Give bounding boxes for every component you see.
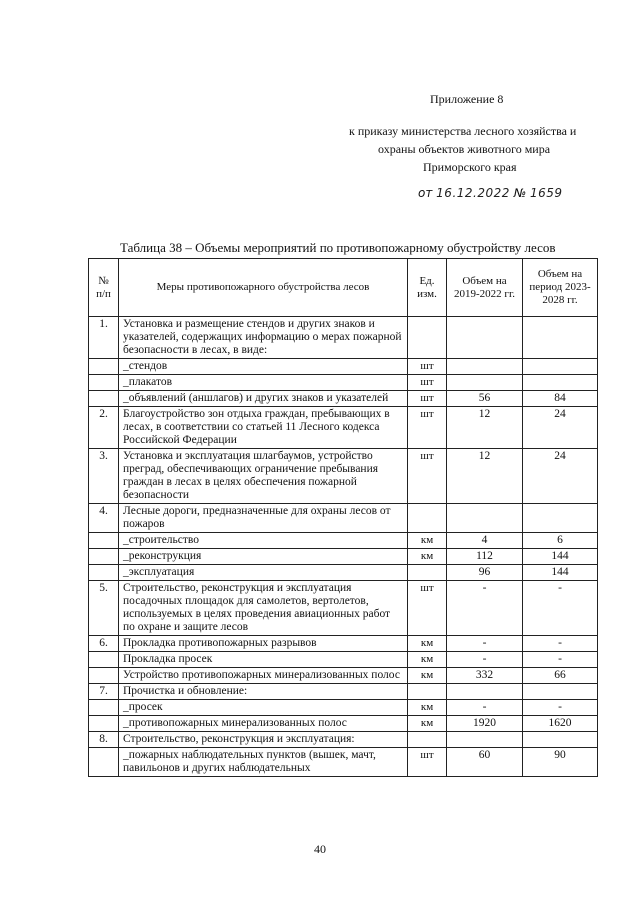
row-measure: _эксплуатация [119,565,408,581]
row-number [89,565,119,581]
table-row [89,549,598,565]
row-unit [408,504,447,533]
row-volume-2023-2028: - [523,652,598,668]
row-number: 3. [89,449,119,504]
row-unit [408,565,447,581]
table-row [89,732,598,748]
row-measure: _противопожарных минерализованных полос [119,716,408,732]
table-row [89,359,598,375]
column-header-volume-2019-2022: Объем на 2019-2022 гг. [447,259,523,317]
row-volume-2023-2028: - [523,581,598,636]
row-number: 6. [89,636,119,652]
row-measure: Строительство, реконструкция и эксплуатация: [119,732,408,748]
column-header-volume-2023-2028: Объем на период 2023-2028 гг. [523,259,598,317]
row-volume-2023-2028 [523,732,598,748]
row-number: 1. [89,317,119,359]
order-reference-line-1: к приказу министерства лесного хозяйства и [349,124,577,138]
row-measure: _просек [119,700,408,716]
table-title: Таблица 38 – Объемы мероприятий по противопожарному обустройству лесов [120,240,556,255]
table-row [89,449,598,504]
row-unit [408,732,447,748]
row-unit: км [408,668,447,684]
order-date-number [418,186,563,200]
order-number-handwritten: 1659 [530,186,563,200]
row-volume-2023-2028 [523,359,598,375]
row-number: 5. [89,581,119,636]
column-header-number: № п/п [89,259,119,317]
row-volume-2023-2028 [523,504,598,533]
row-unit: шт [408,391,447,407]
row-volume-2019-2022: 332 [447,668,523,684]
row-measure: Строительство, реконструкция и эксплуатация посадочных площадок для самолетов, вертолетов, используемых в целях проведения авиационных работ по охране и защите лесов [119,581,408,636]
row-measure: _объявлений (аншлагов) и других знаков и указателей [119,391,408,407]
row-unit: шт [408,748,447,777]
row-unit: км [408,716,447,732]
row-unit [408,684,447,700]
row-measure: _реконструкция [119,549,408,565]
row-volume-2023-2028 [523,684,598,700]
table-row [89,636,598,652]
row-number [89,533,119,549]
row-volume-2023-2028: 24 [523,407,598,449]
table-row [89,391,598,407]
row-unit: км [408,652,447,668]
row-number: 2. [89,407,119,449]
row-volume-2019-2022 [447,359,523,375]
table-row [89,407,598,449]
row-volume-2019-2022 [447,684,523,700]
table-row [89,317,598,359]
row-unit: шт [408,581,447,636]
appendix-label: Приложение 8 [430,92,504,106]
row-number: 7. [89,684,119,700]
row-volume-2023-2028: 144 [523,549,598,565]
row-volume-2019-2022: 112 [447,549,523,565]
table-row [89,375,598,391]
order-reference-line-2: охраны объектов животного мира [378,142,551,156]
order-number-sign: № [513,186,527,200]
row-unit: км [408,700,447,716]
row-volume-2023-2028: 90 [523,748,598,777]
row-unit: шт [408,375,447,391]
row-number: 4. [89,504,119,533]
row-measure: Прокладка просек [119,652,408,668]
row-volume-2019-2022: 56 [447,391,523,407]
row-number [89,375,119,391]
row-volume-2019-2022 [447,317,523,359]
table-row [89,652,598,668]
row-unit: км [408,533,447,549]
measures-table [88,258,598,777]
row-volume-2019-2022: 60 [447,748,523,777]
row-volume-2023-2028: 1620 [523,716,598,732]
table-row [89,565,598,581]
row-number [89,549,119,565]
row-volume-2019-2022 [447,732,523,748]
row-volume-2023-2028: - [523,636,598,652]
row-volume-2019-2022: - [447,700,523,716]
row-measure: Установка и эксплуатация шлагбаумов, устройство преград, обеспечивающих ограничение пребывания граждан в лесах в целях обеспечения пожарной безопасности [119,449,408,504]
row-volume-2019-2022: - [447,636,523,652]
row-measure: _пожарных наблюдательных пунктов (вышек, мачт, павильонов и других наблюдательных [119,748,408,777]
table-row [89,716,598,732]
row-volume-2023-2028: 84 [523,391,598,407]
order-prefix: от [418,186,433,200]
row-volume-2019-2022: - [447,581,523,636]
row-number [89,359,119,375]
row-measure: _стендов [119,359,408,375]
table-body [89,317,598,777]
row-volume-2023-2028: 144 [523,565,598,581]
row-volume-2019-2022: - [447,652,523,668]
row-number [89,652,119,668]
row-measure: Благоустройство зон отдыха граждан, пребывающих в лесах, в соответствии со статьей 11 Лесного кодекса Российской Федерации [119,407,408,449]
table-row [89,581,598,636]
row-number: 8. [89,732,119,748]
row-volume-2019-2022 [447,504,523,533]
row-volume-2023-2028: 6 [523,533,598,549]
row-number [89,391,119,407]
row-volume-2019-2022: 12 [447,449,523,504]
row-volume-2023-2028 [523,317,598,359]
row-measure: Прокладка противопожарных разрывов [119,636,408,652]
table-row [89,668,598,684]
row-measure: Прочистка и обновление: [119,684,408,700]
row-measure: Устройство противопожарных минерализованных полос [119,668,408,684]
row-number [89,700,119,716]
row-unit: шт [408,359,447,375]
row-number [89,716,119,732]
row-unit [408,317,447,359]
row-volume-2023-2028: 24 [523,449,598,504]
table-row [89,504,598,533]
row-unit: шт [408,407,447,449]
table-row [89,748,598,777]
row-measure: Установка и размещение стендов и других знаков и указателей, содержащих информацию о мерах пожарной безопасности в лесах, в виде: [119,317,408,359]
column-header-unit: Ед. изм. [408,259,447,317]
column-header-measure: Меры противопожарного обустройства лесов [119,259,408,317]
row-measure: Лесные дороги, предназначенные для охраны лесов от пожаров [119,504,408,533]
row-measure: _плакатов [119,375,408,391]
table-header-row [89,259,598,317]
order-date-handwritten: 16.12.2022 [436,186,510,200]
row-volume-2019-2022: 1920 [447,716,523,732]
row-volume-2023-2028: 66 [523,668,598,684]
row-number [89,668,119,684]
row-unit: шт [408,449,447,504]
table-row [89,700,598,716]
row-volume-2023-2028: - [523,700,598,716]
row-unit: км [408,636,447,652]
row-measure: _строительство [119,533,408,549]
page-number: 40 [314,842,326,856]
row-volume-2019-2022: 12 [447,407,523,449]
table-row [89,533,598,549]
row-volume-2019-2022: 4 [447,533,523,549]
order-reference-line-3: Приморского края [423,160,517,174]
row-volume-2019-2022 [447,375,523,391]
row-volume-2019-2022: 96 [447,565,523,581]
row-volume-2023-2028 [523,375,598,391]
table-row [89,684,598,700]
row-number [89,748,119,777]
row-unit: км [408,549,447,565]
